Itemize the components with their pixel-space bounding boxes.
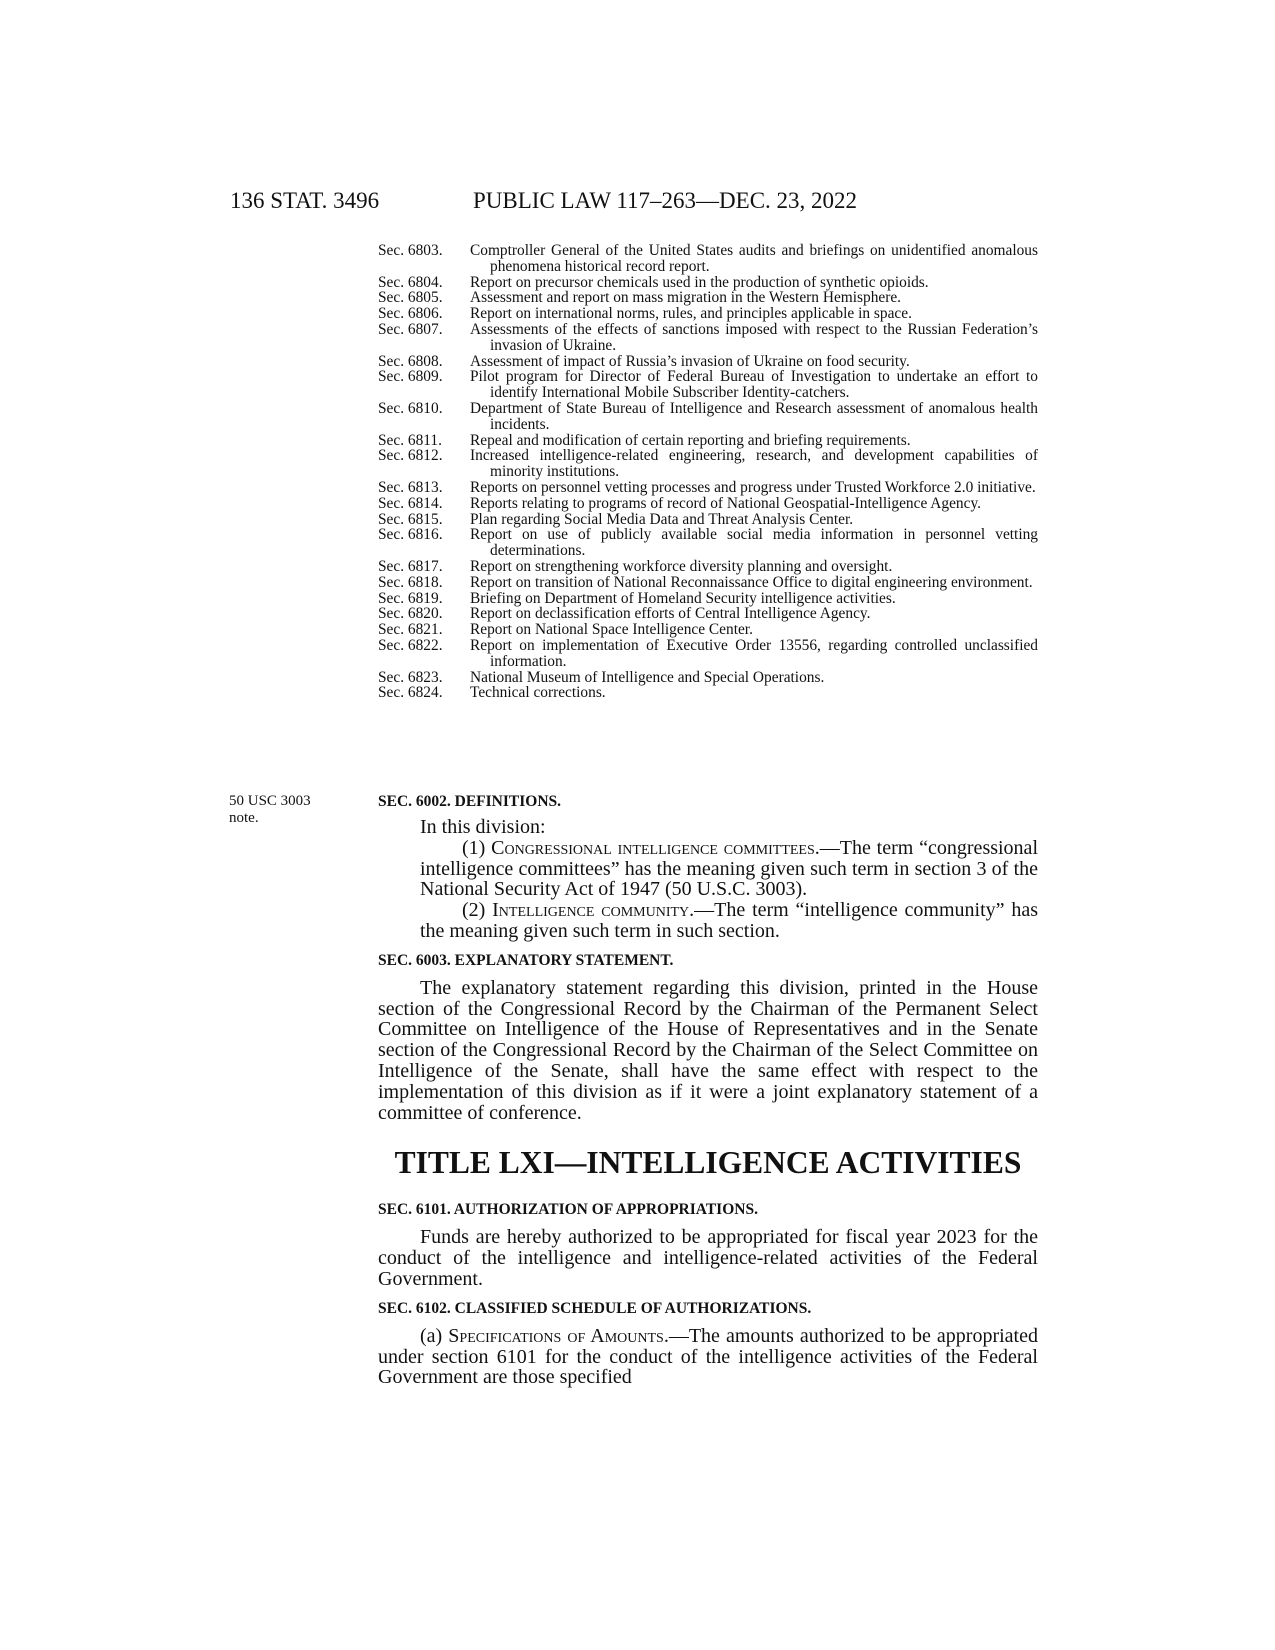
para-1-text: .—The term “congressional intelligence committees” has the meaning given such term in section 3 of the National Security Act of 1947 (50 U.S.C. 3003). (420, 836, 1038, 901)
toc-section-title: Comptroller General of the United States audits and briefings on unidentified anomalous phenomena historical record report. (470, 242, 1038, 275)
toc-section-title: National Museum of Intelligence and Special Operations. (470, 668, 825, 686)
toc-section-title: Plan regarding Social Media Data and Threat Analysis Center. (470, 510, 854, 528)
toc-section-title: Report on implementation of Executive Order 13556, regarding controlled unclassified information. (470, 636, 1038, 670)
subsection-a-text: .—The amounts authorized to be appropriated under section 6101 for the conduct of the intelligence activities of the Federal Government are those specified (378, 1324, 1038, 1389)
toc-entry (378, 512, 1038, 528)
subsection-a-term: Specifications of Amounts (448, 1324, 664, 1347)
toc-entry (378, 322, 1038, 354)
toc-section-title: Report on precursor chemicals used in the production of synthetic opioids. (470, 273, 929, 291)
toc-section-number: Sec. 6807. (378, 320, 443, 338)
toc-section-number: Sec. 6811. (378, 431, 442, 449)
sec-6003-text: The explanatory statement regarding this division, printed in the House section of the Congressional Record by the Chairman of the Permanent Select Committee on Intelligence of the House of Representatives and in the Senate section of the Congressional Record by the Chairman of the Select Committee on Intelligence of the Senate, shall have the same effect with respect to the implementation of this division as if it were a joint explanatory statement of a committee of conference. (378, 976, 1038, 1124)
toc-entry (378, 401, 1038, 433)
toc-entry (378, 622, 1038, 638)
toc-section-number: Sec. 6824. (378, 684, 443, 702)
toc-section-number: Sec. 6804. (378, 273, 443, 291)
margin-note-label: note. (229, 810, 259, 826)
toc-entry (378, 306, 1038, 322)
sec-6003-heading: SEC. 6003. EXPLANATORY STATEMENT. (378, 951, 674, 969)
toc-section-title: Reports relating to programs of record of National Geospatial-Intelligence Agency. (470, 494, 981, 512)
toc-section-title: Increased intelligence-related engineering, research, and development capabilities of minority institutions. (470, 447, 1038, 481)
toc-section-number: Sec. 6820. (378, 605, 443, 623)
toc-section-number: Sec. 6813. (378, 478, 443, 496)
toc-section-title: Reports on personnel vetting processes and progress under Trusted Workforce 2.0 initiative. (470, 478, 1036, 496)
sec-6002-para-1 (378, 838, 1038, 900)
sec-6101-text: Funds are hereby authorized to be appropriated for fiscal year 2023 for the conduct of the intelligence and intelligence-related activities of the Federal Government. (378, 1226, 1038, 1290)
toc-entry (378, 670, 1038, 686)
toc-section-number: Sec. 6803. (378, 242, 443, 259)
sec-6002-para-2 (378, 900, 1038, 942)
toc-entry (378, 496, 1038, 512)
toc-entry (378, 638, 1038, 670)
para-1-number: (1) (462, 836, 492, 859)
toc-entry (378, 575, 1038, 591)
para-1-term: Congressional intelligence committees (491, 836, 815, 859)
toc-section-number: Sec. 6806. (378, 305, 443, 323)
toc-entry (378, 606, 1038, 622)
toc-entry (378, 527, 1038, 559)
margin-note (229, 793, 339, 827)
toc-entry (378, 591, 1038, 607)
toc-section-title: Report on international norms, rules, and principles applicable in space. (470, 305, 912, 323)
toc-section-number: Sec. 6810. (378, 399, 443, 417)
toc-section-title: Briefing on Department of Homeland Security intelligence activities. (470, 589, 896, 607)
table-of-contents (378, 243, 1038, 701)
sec-6101-heading: SEC. 6101. AUTHORIZATION OF APPROPRIATIONS. (378, 1201, 758, 1219)
toc-section-title: Assessment and report on mass migration in the Western Hemisphere. (470, 289, 902, 307)
sec-6102-heading: SEC. 6102. CLASSIFIED SCHEDULE OF AUTHORIZATIONS. (378, 1299, 812, 1317)
toc-entry (378, 369, 1038, 401)
toc-section-number: Sec. 6823. (378, 668, 443, 686)
subsection-a-number: (a) (420, 1324, 449, 1347)
toc-section-number: Sec. 6812. (378, 447, 443, 465)
toc-entry (378, 448, 1038, 480)
toc-entry (378, 290, 1038, 306)
toc-section-number: Sec. 6805. (378, 289, 443, 307)
toc-section-title: Pilot program for Director of Federal Bureau of Investigation to undertake an effort to identify International Mobile Subscriber Identity-catchers. (470, 368, 1038, 402)
page-header (230, 185, 920, 217)
running-head: PUBLIC LAW 117–263—DEC. 23, 2022 (473, 188, 858, 213)
toc-entry (378, 480, 1038, 496)
toc-section-title: Report on use of publicly available social media information in personnel vetting determinations. (470, 526, 1038, 560)
toc-section-number: Sec. 6814. (378, 494, 443, 512)
toc-section-number: Sec. 6821. (378, 621, 443, 639)
toc-section-number: Sec. 6817. (378, 557, 443, 575)
toc-section-number: Sec. 6816. (378, 526, 443, 544)
title-heading: TITLE LXI—INTELLIGENCE ACTIVITIES (394, 1145, 1022, 1181)
para-2-term: Intelligence community (492, 899, 690, 922)
sec-6102-subsection-a (378, 1326, 1038, 1388)
toc-entry (378, 559, 1038, 575)
toc-section-number: Sec. 6818. (378, 573, 443, 591)
toc-section-title: Report on National Space Intelligence Center. (470, 621, 753, 639)
toc-entry (378, 433, 1038, 449)
sec-6002-heading: SEC. 6002. DEFINITIONS. (378, 793, 562, 810)
para-2-text: .—The term “intelligence community” has the meaning given such term in such section. (420, 899, 1038, 942)
toc-entry (378, 275, 1038, 291)
toc-section-title: Report on transition of National Reconnaissance Office to digital engineering environment. (470, 573, 1033, 591)
margin-note-citation: 50 USC 3003 (229, 793, 311, 809)
toc-section-number: Sec. 6808. (378, 352, 443, 370)
toc-section-title: Report on strengthening workforce diversity planning and oversight. (470, 557, 893, 575)
toc-section-title: Report on declassification efforts of Central Intelligence Agency. (470, 605, 871, 623)
page-number: 136 STAT. 3496 (230, 188, 380, 213)
toc-section-title: Department of State Bureau of Intelligence and Research assessment of anomalous health incidents. (470, 399, 1038, 433)
toc-entry (378, 685, 1038, 701)
toc-section-title: Repeal and modification of certain reporting and briefing requirements. (470, 431, 911, 449)
toc-section-number: Sec. 6822. (378, 636, 443, 654)
toc-section-number: Sec. 6819. (378, 589, 443, 607)
sec-6002-intro: In this division: (420, 816, 546, 838)
toc-section-number: Sec. 6809. (378, 368, 443, 386)
toc-section-title: Assessment of impact of Russia’s invasion of Ukraine on food security. (470, 352, 910, 370)
toc-section-number: Sec. 6815. (378, 510, 443, 528)
toc-section-title: Assessments of the effects of sanctions imposed with respect to the Russian Federation’s invasion of Ukraine. (470, 320, 1038, 354)
body-text (378, 793, 1038, 1388)
toc-entry (378, 243, 1038, 275)
toc-section-title: Technical corrections. (470, 684, 606, 702)
toc-entry (378, 354, 1038, 370)
para-2-number: (2) (462, 899, 493, 922)
